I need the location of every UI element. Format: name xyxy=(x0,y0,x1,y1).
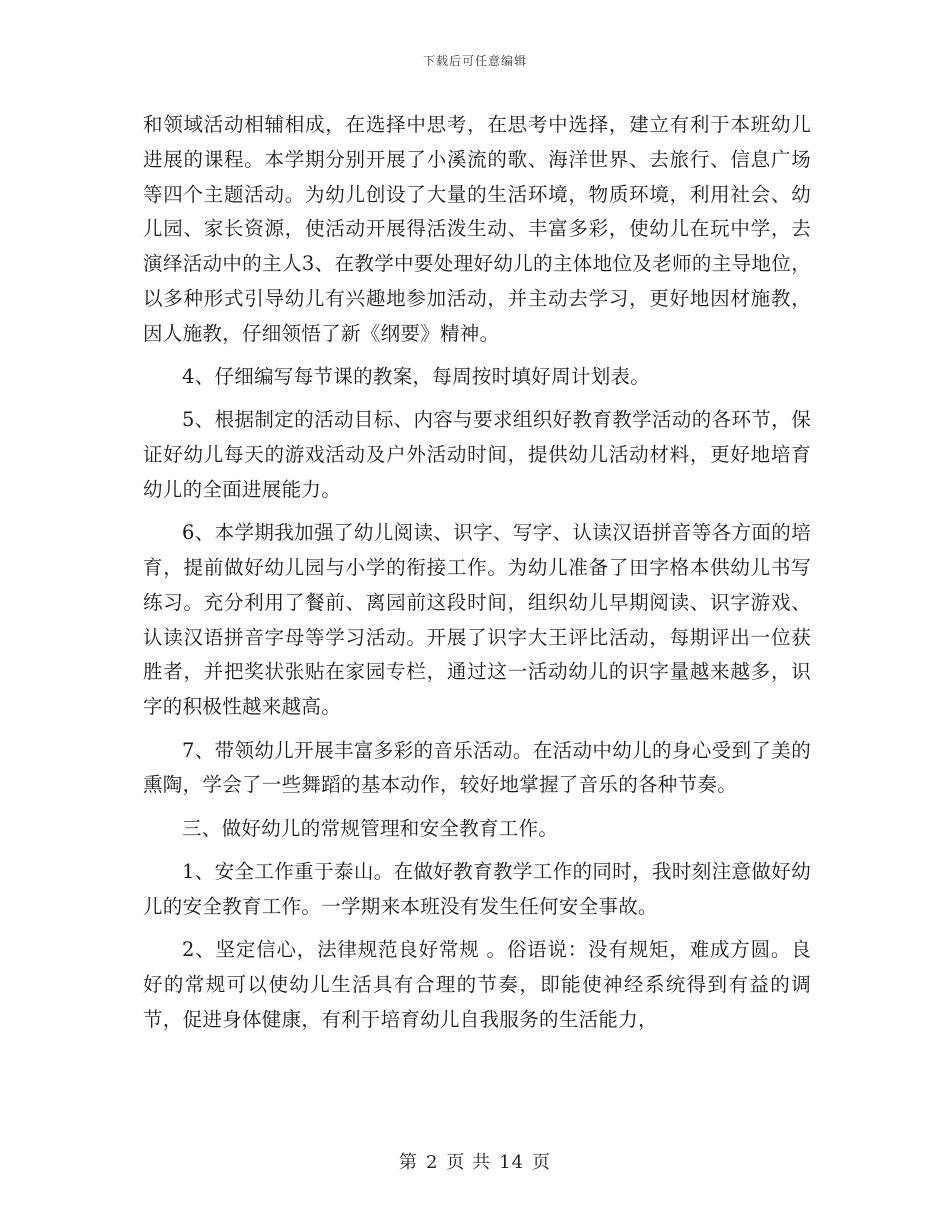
paragraph: 4、仔细编写每节课的教案，每周按时填好周计划表。 xyxy=(182,365,651,389)
footer-suffix: 页 xyxy=(532,1152,552,1173)
page-number-footer xyxy=(0,1148,950,1174)
total-page-count: 14 xyxy=(499,1152,525,1173)
footer-prefix: 第 xyxy=(398,1152,418,1173)
paragraph: 7、带领幼儿开展丰富多彩的音乐活动。在活动中幼儿的身心受到了美的熏陶，学会了一些舞蹈的基本动作，较好地掌握了音乐的各种节奏。 xyxy=(143,738,811,797)
paragraph: 2、坚定信心，法律规范良好常规 。俗语说：没有规矩，难成方圆。良好的常规可以使幼儿生活具有合理的节奏，即能使神经系统得到有益的调节，促进身体健康，有利于培育幼儿自我服务的生活能力， xyxy=(143,938,811,1031)
paragraph: 和领域活动相辅相成，在选择中思考，在思考中选择，建立有利于本班幼儿进展的课程。本学期分别开展了小溪流的歌、海洋世界、去旅行、信息广场等四个主题活动。为幼儿创设了大量的生活环境，物质环境，利用社会、幼儿园、家长资源，使活动开展得活泼生动、丰富多彩，使幼儿在玩中学，去演绎活动中的主人3、在教学中要处理好幼儿的主体地位及老师的主导地位，以多种形式引导幼儿有兴趣地参加活动，并主动去学习，更好地因材施教，因人施教，仔细领悟了新《纲要》精神。 xyxy=(143,113,811,345)
paragraph: 6、本学期我加强了幼儿阅读、识字、写字、认读汉语拼音等各方面的培育，提前做好幼儿园与小学的衔接工作。为幼儿准备了田字格本供幼儿书写练习。充分利用了餐前、离园前这段时间，组织幼儿早期阅读、识字游戏、认读汉语拼音字母等学习活动。开展了识字大王评比活动，每期评出一位获胜者，并把奖状张贴在家园专栏，通过这一活动幼儿的识字量越来越多，识字的积极性越来越高。 xyxy=(143,521,811,719)
current-page-number: 2 xyxy=(425,1152,439,1173)
footer-middle: 页 共 xyxy=(446,1152,492,1173)
paragraph: 5、根据制定的活动目标、内容与要求组织好教育教学活动的各环节，保证好幼儿每天的游戏活动及户外活动时间，提供幼儿活动材料，更好地培育幼儿的全面进展能力。 xyxy=(143,408,811,501)
paragraph: 1、安全工作重于泰山。在做好教育教学工作的同时，我时刻注意做好幼儿的安全教育工作。一学期来本班没有发生任何安全事故。 xyxy=(143,859,811,918)
document-body xyxy=(143,108,811,1046)
section-heading: 三、做好幼儿的常规管理和安全教育工作。 xyxy=(182,816,559,840)
page-header-note: 下载后可任意编辑 xyxy=(422,54,527,68)
